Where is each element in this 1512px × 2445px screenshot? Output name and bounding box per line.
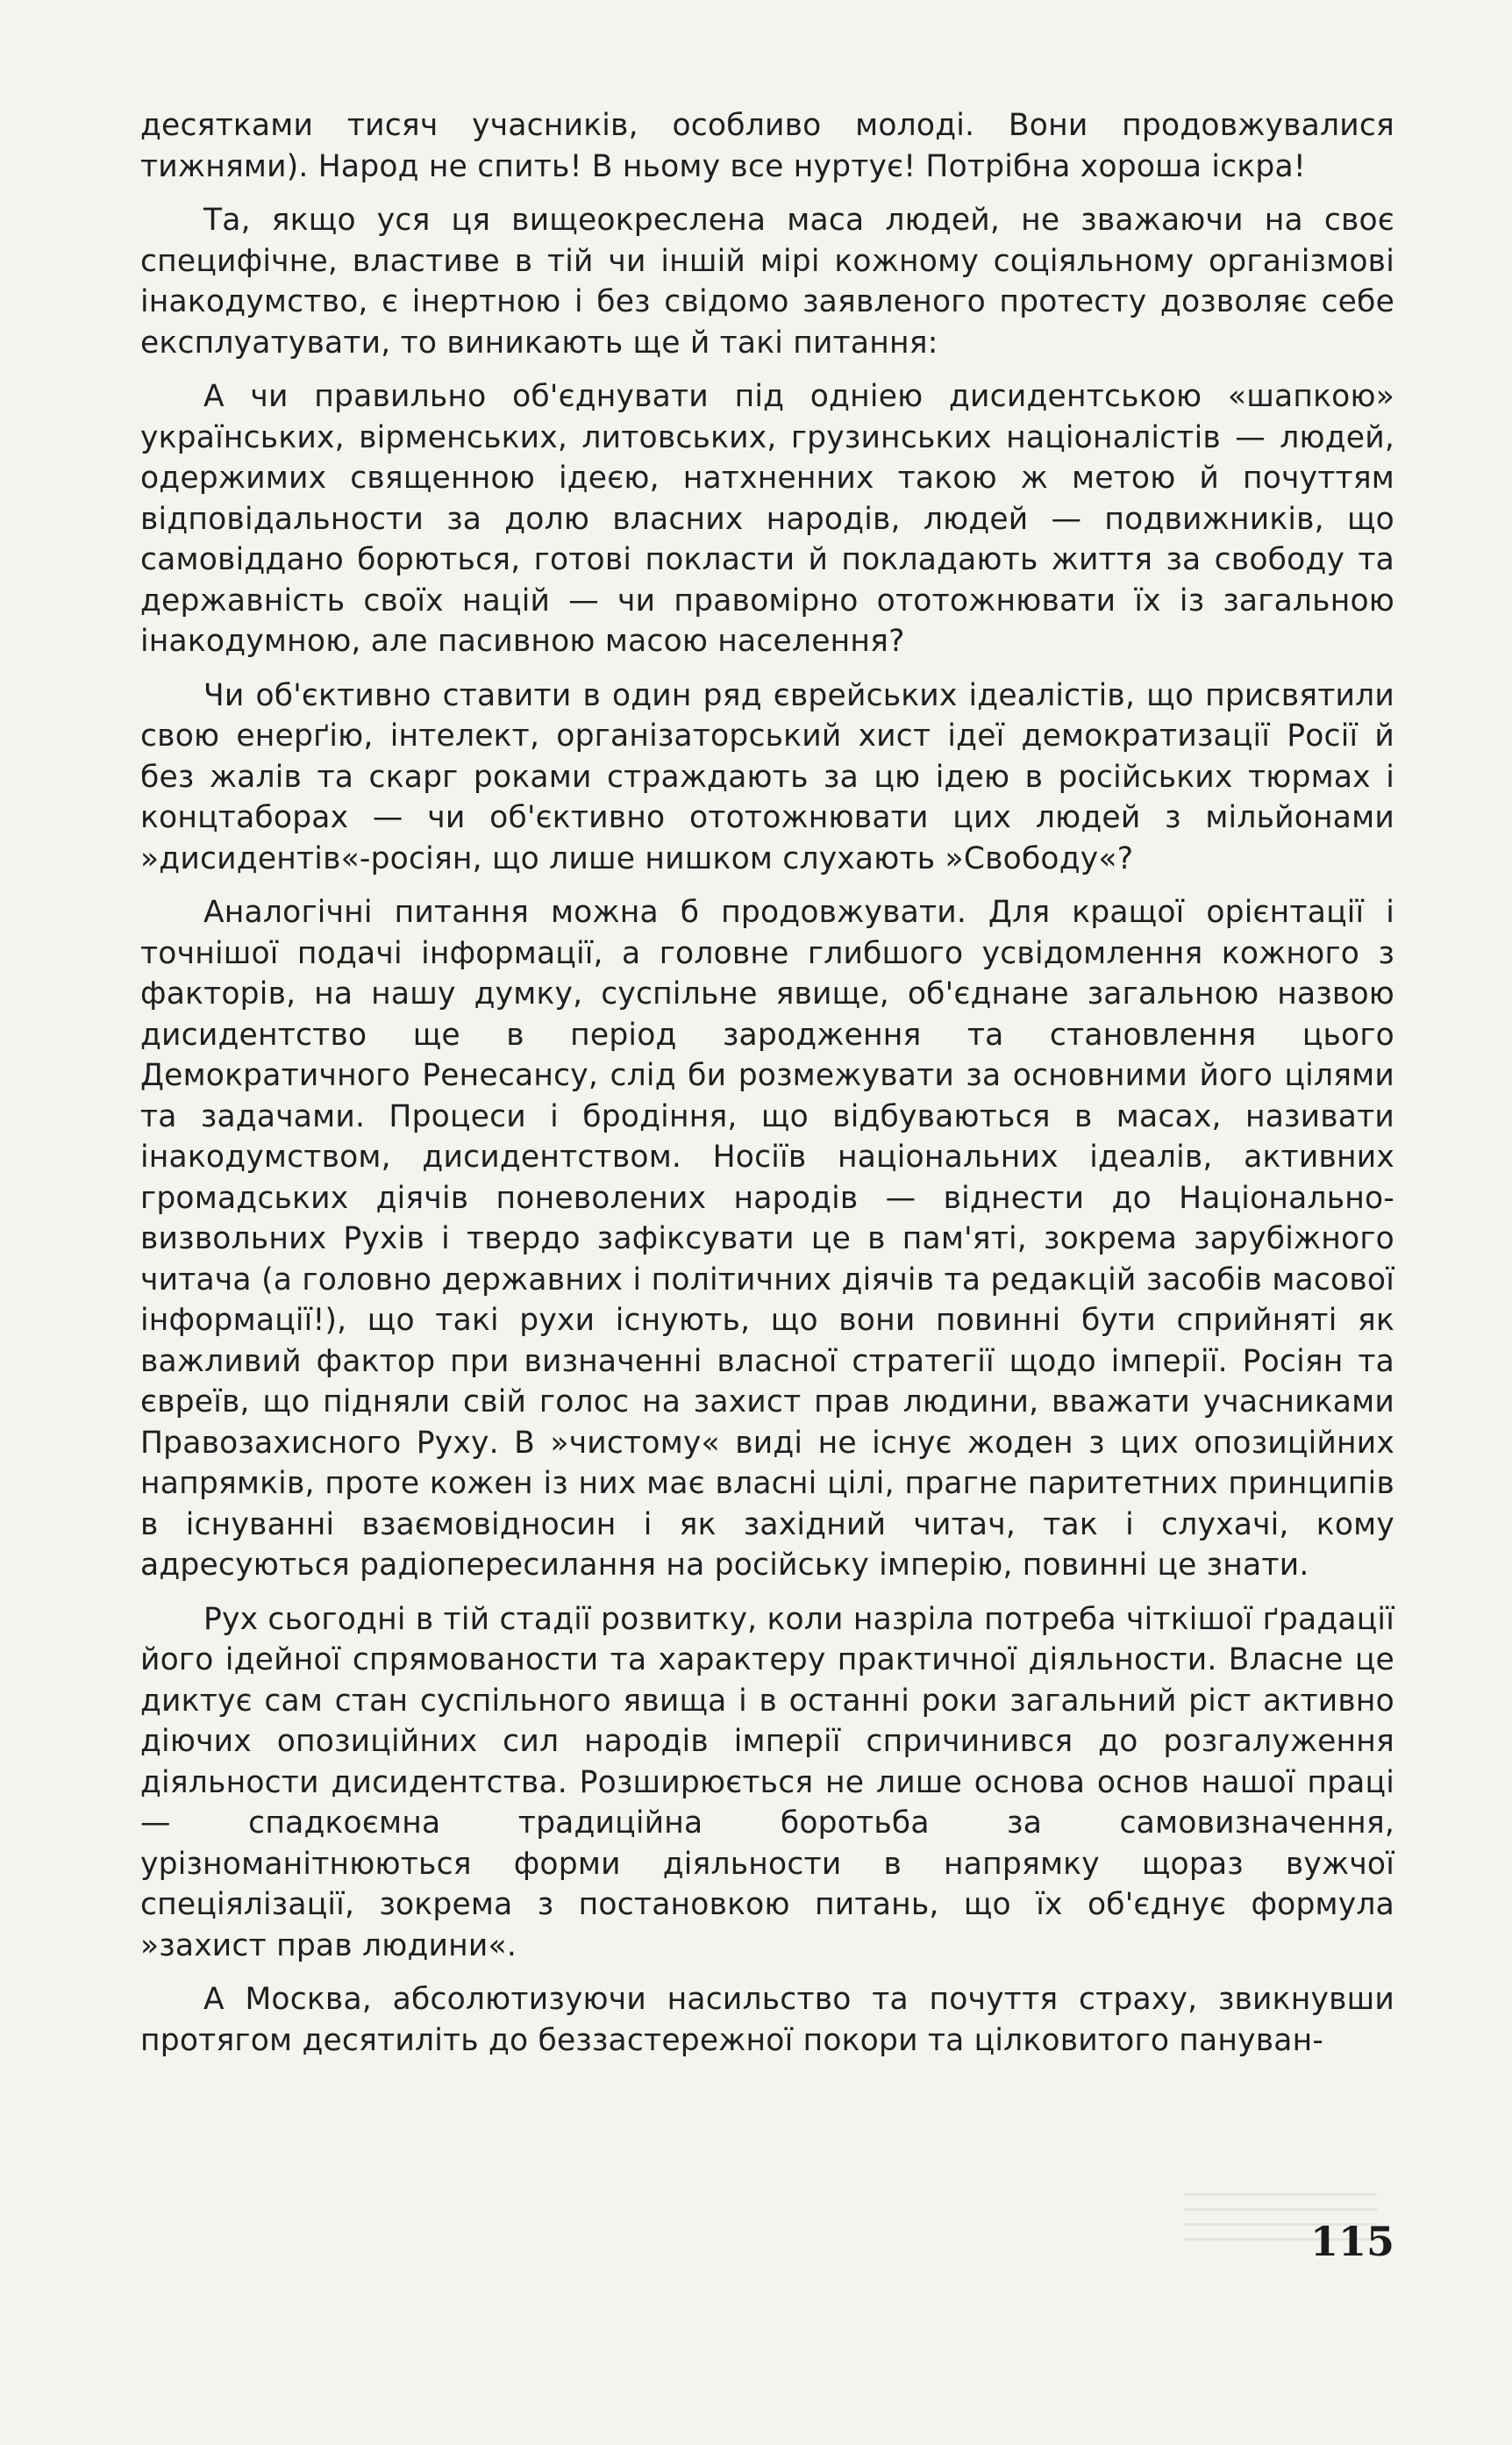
paragraph-6: Рух сьогодні в тій стадії розвитку, коли назріла потреба чіткішої ґрадації його ідейної спрямованости та характеру практичної діяльности. Власне це диктує сам стан суспільного явища і в останні роки загальний ріст активно діючих опозиційних сил народів імперії спричинився до розгалуження діяльности дисидентства. Розширюється не лише основа основ нашої праці — спадкоємна традиційна боротьба за самовизначення, урізноманітнюються форми діяльности в напрямку щораз вужчої спеціялізації, зокрема з постановкою питань, що їх об'єднує формула »захист прав людини«. <box>140 1601 1394 1963</box>
paragraph-5: Аналогічні питання можна б продовжувати. Для кращої орієнтації і точнішої подачі інформації, а головне глибшого усвідомлення кожного з факторів, на нашу думку, суспільне явище, об'єднане загальною назвою дисидентство ще в період зародження та становлення цього Демократичного Ренесансу, слід би розмежувати за основними його цілями та задачами. Процеси і бродіння, що відбуваються в масах, називати інакодумством, дисидентством. Носіїв національних ідеалів, активних громадських діячів поневолених народів — віднести до Національно-визвольних Рухів і твердо зафіксувати це в пам'яті, зокрема зарубіжного читача (а головно державних і політичних діячів та редакцій засобів масової інформації!), що такі рухи існують, що вони повинні бути сприйняті як важливий фактор при визначенні власної стратегії щодо імперії. Росіян та євреїв, що підняли свій голос на захист прав людини, вважати учасниками Правозахисного Руху. В »чистому« виді не існує жоден з цих опозиційних напрямків, проте кожен із них має власні цілі, прагне паритетних принципів в існуванні взаємовідносин і як західний читач, так і слухачі, кому адресуються радіопересилання на російську імперію, повинні це знати. <box>140 895 1394 1583</box>
paragraph-7: А Москва, абсолютизуючи насильство та почуття страху, звикнувши протягом десятиліть до беззастережної покори та цілковитого пануван- <box>140 1982 1394 2058</box>
paragraph-1: десятками тисяч учасників, особливо молоді. Вони продовжувалися тижнями). Народ не спить! В ньому все нуртує! Потрібна хороша іскра! <box>140 108 1394 184</box>
paragraph-2: Та, якщо уся ця вищеокреслена маса людей, не зважаючи на своє специфічне, властиве в тій чи іншій мірі кожному соціяльному організмові інакодумство, є інертною і без свідомо заявленого протесту дозволяє себе експлуатувати, то виникають ще й такі питання: <box>140 203 1394 361</box>
paragraph-3: А чи правильно об'єднувати під одніею дисидентською «шапкою» українських, вірменських, литовських, грузинських націоналістів — людей, одержимих священною ідеєю, натхненних такою ж метою й почуттям відповідальности за долю власних народів, людей — подвижників, що самовіддано борються, готові покласти й покладають життя за свободу та державність своїх націй — чи правомірно ототожнювати їх із загальною інакодумною, але пасивною масою населення? <box>140 379 1394 659</box>
page-number: 115 <box>1310 2218 1395 2265</box>
body-text <box>140 105 1394 2074</box>
paragraph-4: Чи об'єктивно ставити в один ряд єврейських ідеалістів, що присвятили свою енерґію, інтелект, організаторський хист ідеї демократизації Росії й без жалів та скарг роками страждають за цю ідею в російських тюрмах і концтаборах — чи об'єктивно ототожнювати цих людей з мільйонами »дисидентів«-росіян, що лише нишком слухають »Свободу«? <box>140 677 1394 876</box>
